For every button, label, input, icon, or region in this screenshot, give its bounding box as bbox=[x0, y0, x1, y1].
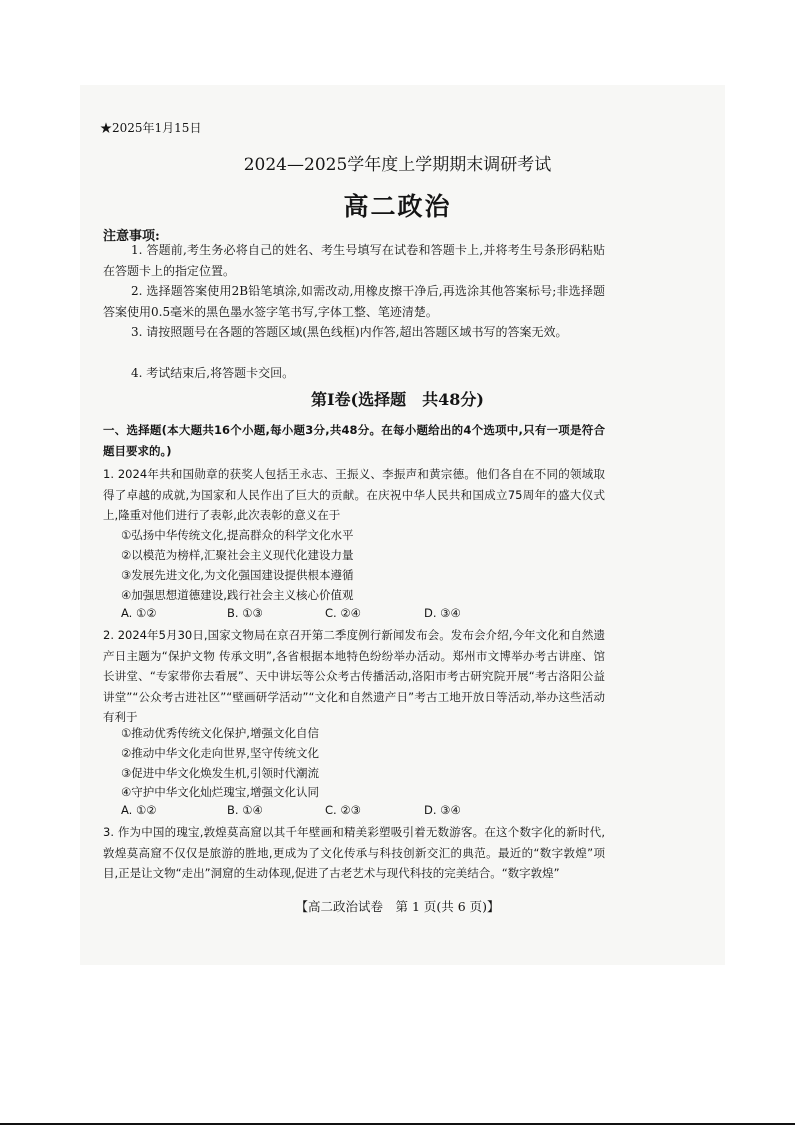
question-1-stem: 1. 2024年共和国勋章的获奖人包括王永志、王振义、李振声和黄宗德。他们各自在不同的领域取得了卓越的成就,为国家和人民作出了巨大的贡献。在庆祝中华人民共和国成立75周年的盛大仪式上,隆重对他们进行了表彰,此次表彰的意义在于 bbox=[103, 467, 605, 522]
notice-item-3: 3. 请按照题号在各题的答题区域(黑色线框)内作答,超出答题区域书写的答案无效。 bbox=[131, 325, 568, 339]
exam-title: 2024—2025学年度上学期期末调研考试 bbox=[243, 155, 552, 175]
exam-date: ★2025年1月15日 bbox=[100, 121, 202, 135]
question-2-choice-b: B. ①④ bbox=[227, 803, 263, 817]
question-2-choice-a: A. ①② bbox=[121, 803, 157, 817]
question-1-option-3: ③发展先进文化,为文化强国建设提供根本遵循 bbox=[121, 568, 354, 582]
section-title: 第Ⅰ卷(选择题 共48分) bbox=[311, 390, 484, 409]
notice-item-2: 2. 选择题答案使用2B铅笔填涂,如需改动,用橡皮擦干净后,再选涂其他答案标号;非选择题答案使用0.5毫米的黑色墨水签字笔书写,字体工整、笔迹清楚。 bbox=[103, 284, 605, 319]
notice-item-4: 4. 考试结束后,将答题卡交回。 bbox=[131, 366, 295, 380]
question-1-option-2: ②以模范为榜样,汇聚社会主义现代化建设力量 bbox=[121, 548, 354, 562]
question-2-option-1: ①推动优秀传统文化保护,增强文化自信 bbox=[121, 726, 319, 740]
question-3-stem: 3. 作为中国的瑰宝,敦煌莫高窟以其千年壁画和精美彩塑吸引着无数游客。在这个数字化的新时代,敦煌莫高窟不仅仅是旅游的胜地,更成为了文化传承与科技创新交汇的典范。最近的“数字敦煌”项目,正是让文物“走出”洞窟的生动体现,促进了古老艺术与现代科技的完美结合。“数字敦煌” bbox=[103, 825, 605, 880]
page-footer: 【高二政治试卷 第 1 页(共 6 页)】 bbox=[295, 899, 500, 914]
section-instructions: 一、选择题(本大题共16个小题,每小题3分,共48分。在每小题给出的4个选项中,只有一项是符合题目要求的。) bbox=[103, 423, 605, 458]
question-2-option-4: ④守护中华文化灿烂瑰宝,增强文化认同 bbox=[121, 785, 319, 799]
notice-item-1: 1. 答题前,考生务必将自己的姓名、考生号填写在试卷和答题卡上,并将考生号条形码粘贴在答题卡上的指定位置。 bbox=[103, 243, 605, 278]
question-2-option-2: ②推动中华文化走向世界,坚守传统文化 bbox=[121, 746, 319, 760]
question-1-choice-a: A. ①② bbox=[121, 606, 157, 620]
question-1-choice-d: D. ③④ bbox=[424, 606, 461, 620]
question-2-stem: 2. 2024年5月30日,国家文物局在京召开第二季度例行新闻发布会。发布会介绍,今年文化和自然遗产日主题为“保护文物 传承文明”,各省根据本地特色纷纷举办活动。郑州市文博举办考古讲座、馆长讲堂、“专家带你去看展”、天中讲坛等公众考古传播活动,洛阳市考古研究院开展“考古洛阳公益讲堂”“公众考古进社区”“壁画研学活动”“文化和自然遗产日”考古工地开放日等活动,举办这些活动有利于 bbox=[103, 628, 605, 724]
question-1-choice-b: B. ①③ bbox=[227, 606, 263, 620]
question-1-option-4: ④加强思想道德建设,践行社会主义核心价值观 bbox=[121, 588, 354, 602]
question-2-choice-c: C. ②③ bbox=[325, 803, 361, 817]
question-1-option-1: ①弘扬中华传统文化,提高群众的科学文化水平 bbox=[121, 528, 354, 542]
notice-heading: 注意事项: bbox=[103, 229, 160, 244]
question-2-choice-d: D. ③④ bbox=[424, 803, 461, 817]
question-2-option-3: ③促进中华文化焕发生机,引领时代潮流 bbox=[121, 766, 319, 780]
subject-title: 高二政治 bbox=[343, 192, 452, 221]
question-1-choice-c: C. ②④ bbox=[325, 606, 361, 620]
